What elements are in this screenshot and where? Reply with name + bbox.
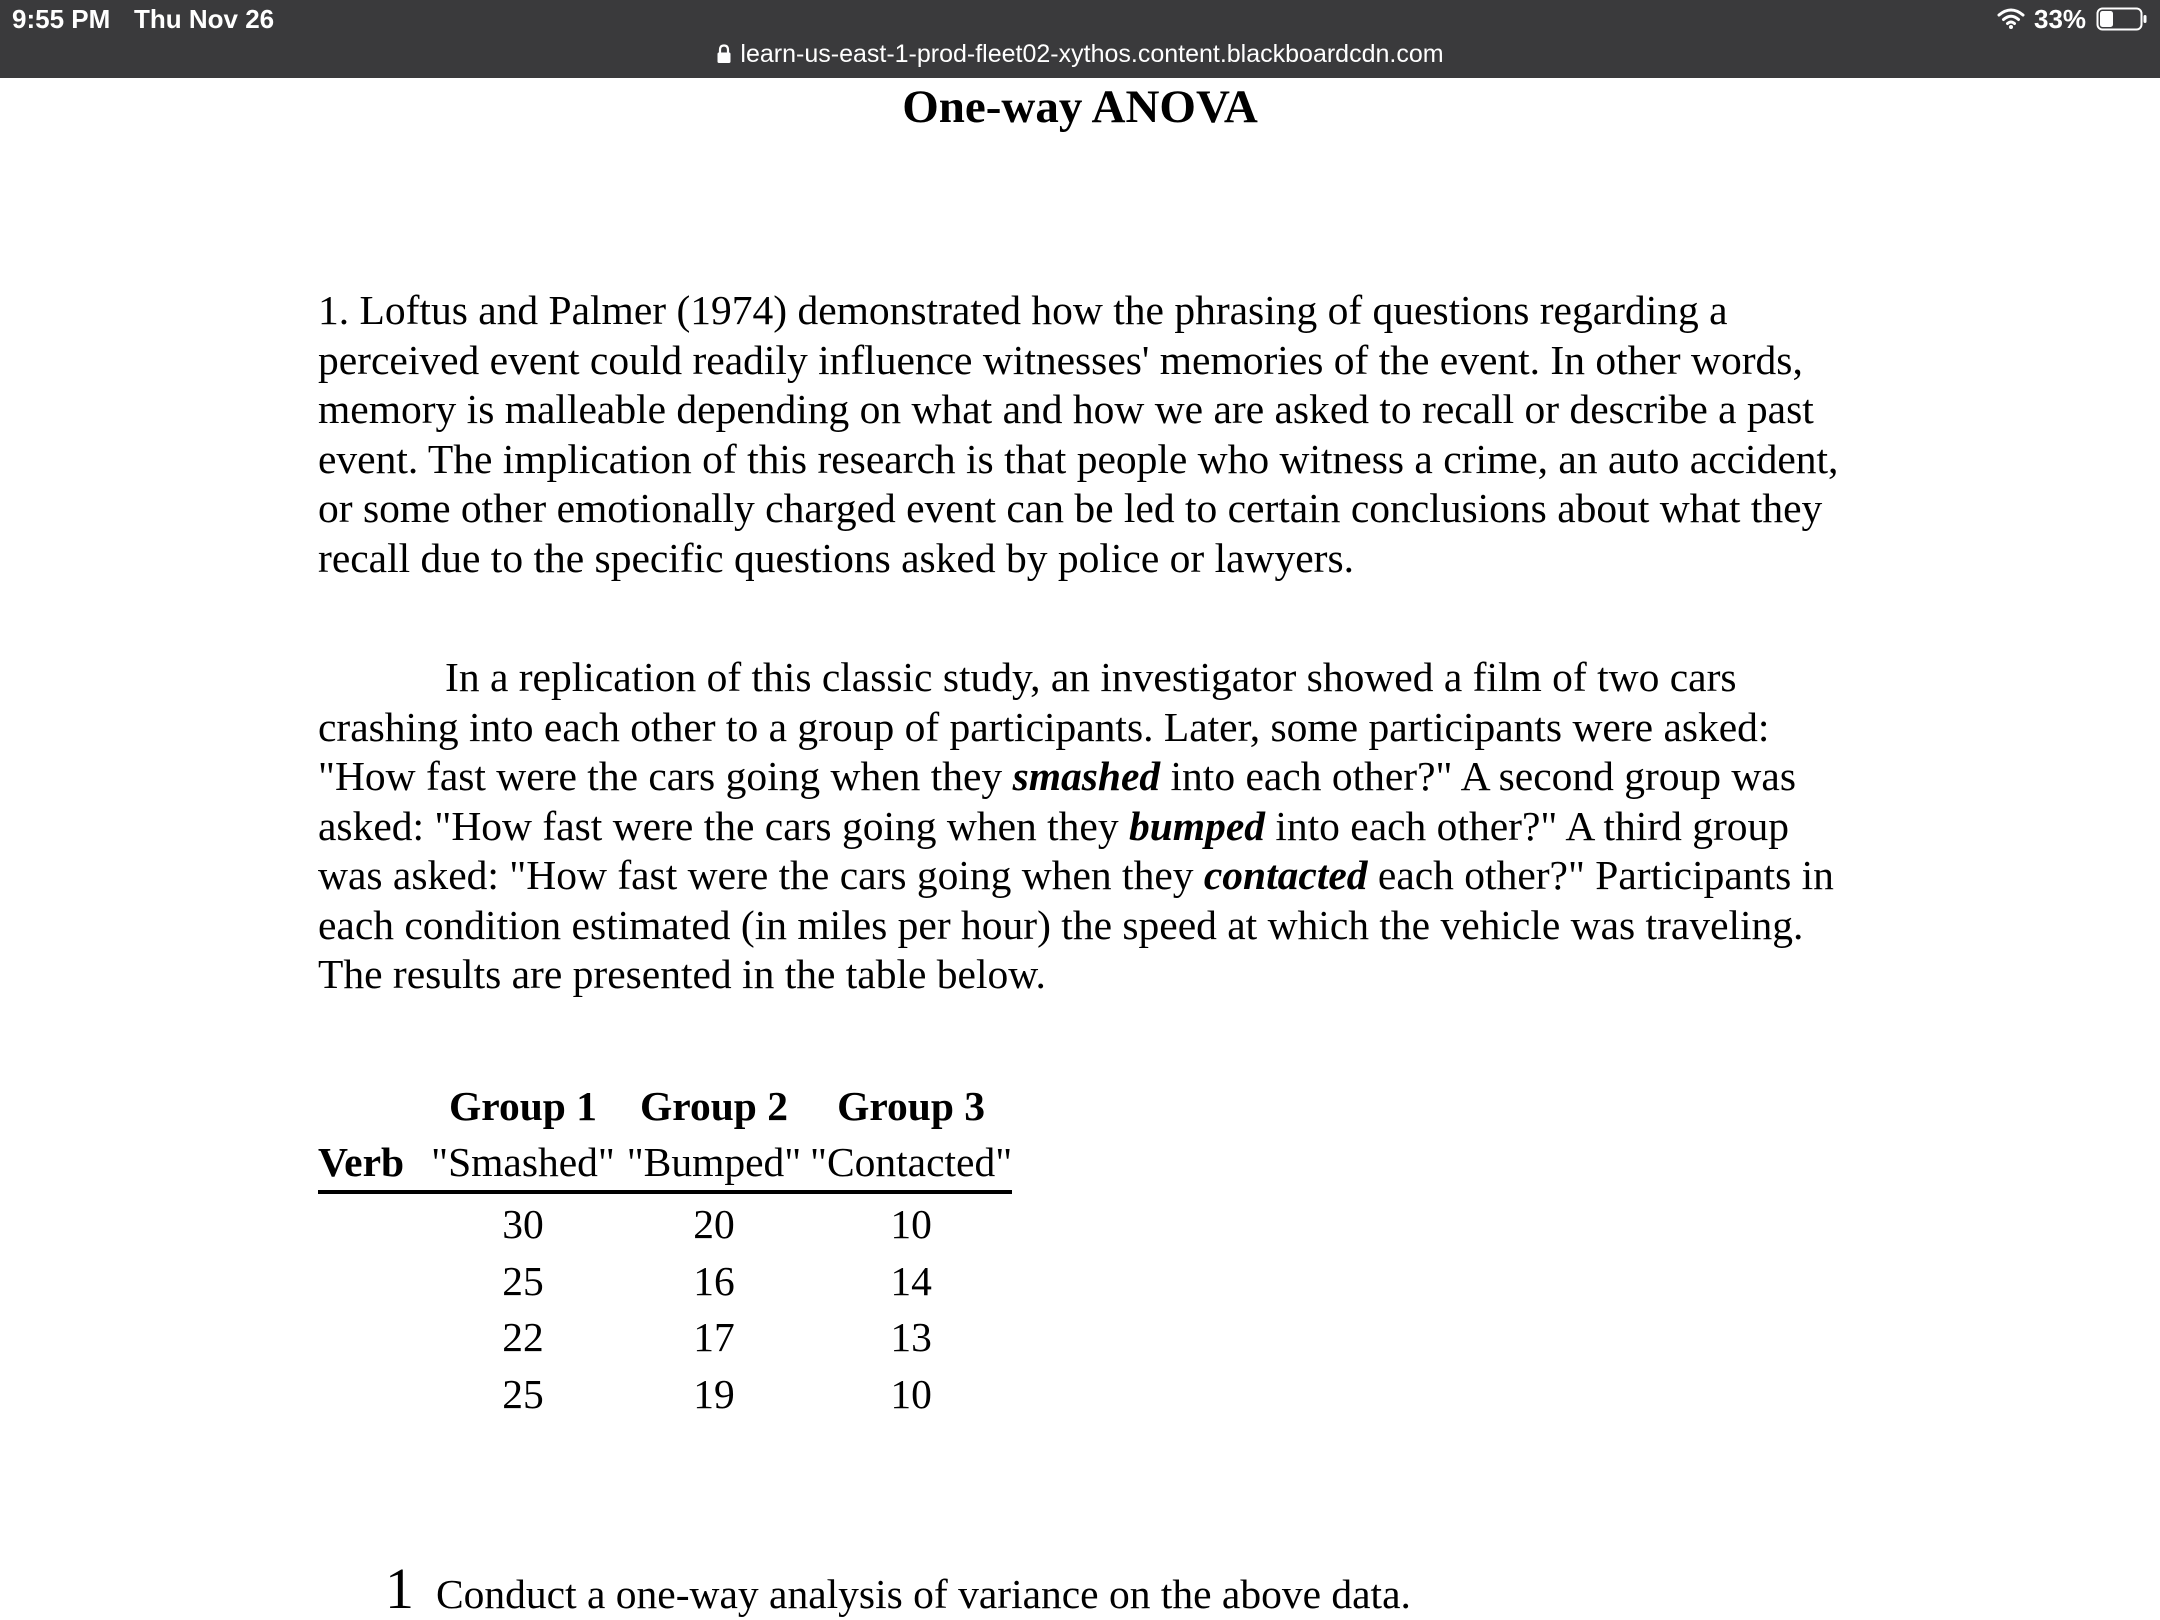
document-viewer[interactable] [0, 78, 2160, 1620]
table-cell: 10 [890, 1201, 932, 1248]
url-text: learn-us-east-1-prod-fleet02-xythos.content.blackboardcdn.com [740, 40, 1444, 68]
study-description-paragraph [318, 653, 1848, 1000]
table-row [318, 1192, 1012, 1253]
wifi-icon [1997, 7, 2025, 29]
question-text: Conduct a one-way analysis of variance on the above data. [436, 1571, 1411, 1617]
verb-header: "Smashed" [428, 1134, 618, 1192]
table-cell: 16 [693, 1257, 735, 1304]
table-cell: 22 [502, 1314, 544, 1361]
table-verb-row [318, 1134, 1012, 1192]
results-table [318, 1078, 1012, 1422]
table-row-spacer [318, 1253, 428, 1310]
verb-label: Verb [318, 1134, 428, 1192]
verb-smashed: smashed [1012, 753, 1161, 799]
verb-header: "Contacted" [810, 1134, 1012, 1192]
table-cell: 10 [890, 1370, 932, 1417]
table-row-spacer [318, 1192, 428, 1253]
table-cell: 14 [890, 1257, 932, 1304]
table-cell: 17 [693, 1314, 735, 1361]
paragraph-text-segment: each other?" Participants in each condition estimated (in miles per hour) the speed at which the vehicle was traveling. The results are presented in the table below. [318, 852, 1834, 997]
paragraph-text-segment: into each other?" A third group was asked: "How fast were the cars going when they [318, 802, 1790, 898]
status-date: Thu Nov 26 [134, 4, 275, 34]
lock-icon [716, 44, 732, 64]
table-cell: 25 [502, 1370, 544, 1417]
verb-contacted: contacted [1203, 852, 1368, 898]
paragraph-text-segment: into each other?" A second group was asked: "How fast were the cars going when they [318, 753, 1796, 849]
table-row [318, 1366, 1012, 1423]
battery-icon [2096, 6, 2148, 32]
table-cell: 13 [890, 1314, 932, 1361]
ios-top-bar [0, 0, 2160, 78]
table-cell: 20 [693, 1201, 735, 1248]
address-bar[interactable] [0, 36, 2160, 72]
table-header-row [318, 1078, 1012, 1134]
table-row-spacer [318, 1309, 428, 1366]
table-row [318, 1309, 1012, 1366]
table-row [318, 1253, 1012, 1310]
verb-bumped: bumped [1128, 802, 1265, 849]
paragraph-text-segment: In a replication of this classic study, an investigator showed a film of two cars crashing into each other to a group of participants. Later, some participants were asked: "How fast were the cars going when they [318, 654, 1770, 799]
table-cell: 25 [502, 1257, 544, 1304]
battery-percentage: 33% [2034, 4, 2087, 34]
group-header: Group 1 [449, 1083, 597, 1129]
table-corner-cell [318, 1078, 428, 1134]
verb-header: "Bumped" [618, 1134, 810, 1192]
group-header: Group 2 [640, 1083, 788, 1129]
question-number: 1 [385, 1556, 414, 1620]
status-time: 9:55 PM [12, 4, 111, 34]
table-cell: 19 [693, 1370, 735, 1417]
group-header: Group 3 [837, 1083, 986, 1129]
problem-intro-paragraph: 1. Loftus and Palmer (1974) demonstrated how the phrasing of questions regarding a perceived event could readily influence witnesses' memories of the event. In other words, memory is malleable depending on what and how we are asked to recall or describe a past event. The implication of this research is that people who witness a crime, an auto accident, or some other emotionally charged event can be led to certain conclusions about what they recall due to the specific questions asked by police or lawyers. [318, 287, 1839, 581]
table-cell: 30 [502, 1201, 544, 1248]
table-row-spacer [318, 1366, 428, 1423]
document-title: One-way ANOVA [902, 81, 1258, 133]
question-item [385, 1556, 1411, 1620]
